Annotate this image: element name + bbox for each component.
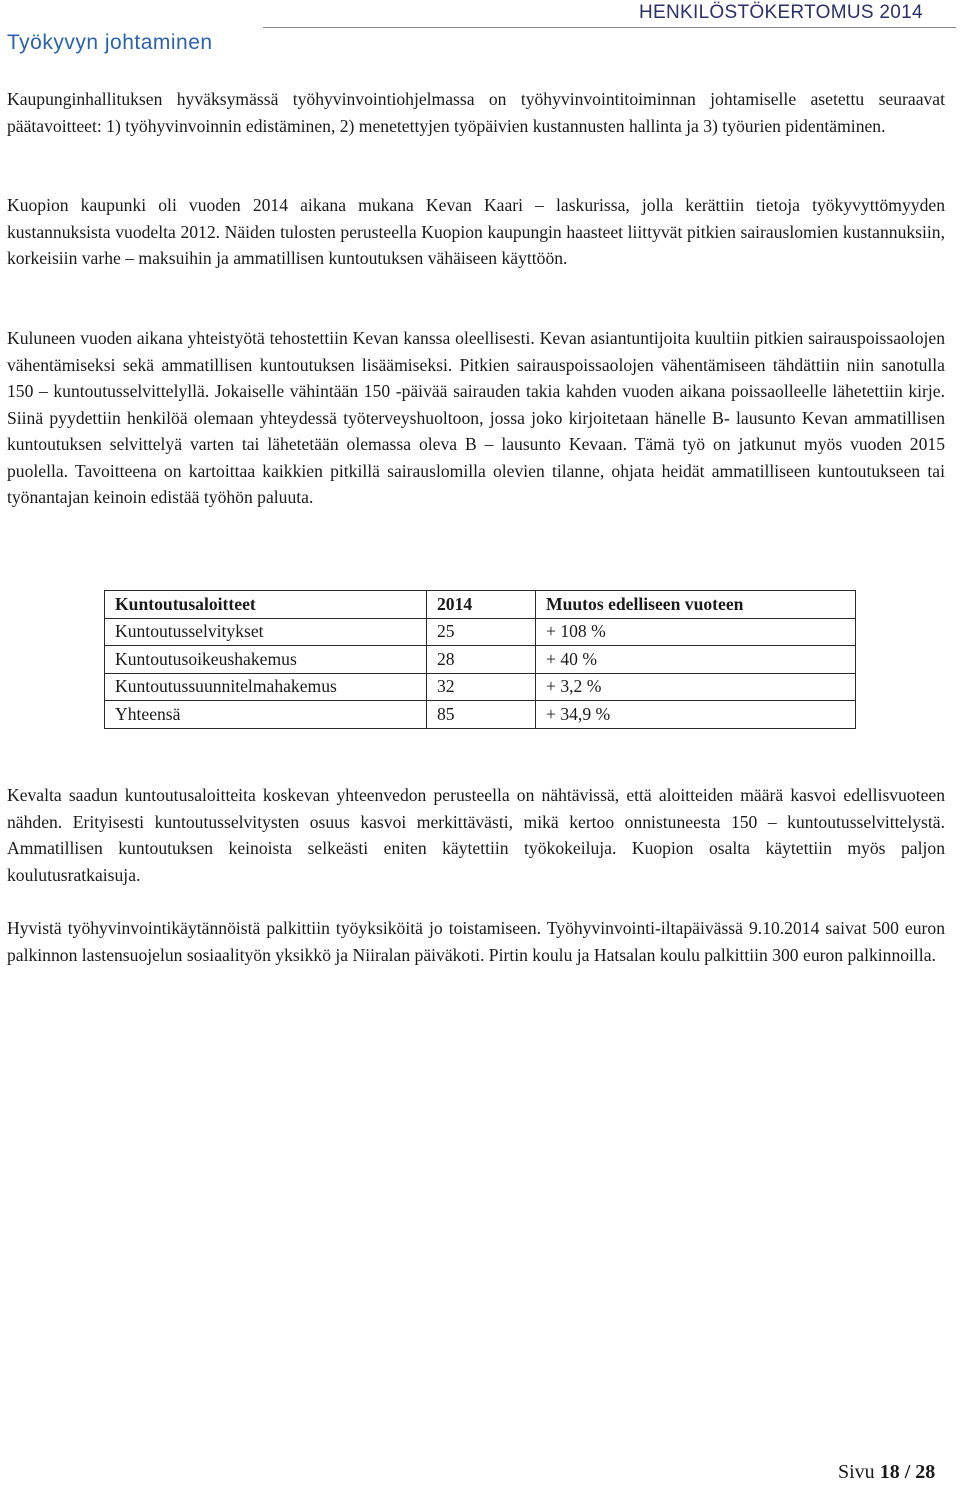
table-row — [105, 673, 856, 701]
table-cell: Kuntoutusoikeushakemus — [105, 646, 427, 674]
table-cell: 28 — [427, 646, 536, 674]
section-heading: Työkyvyn johtaminen — [7, 31, 213, 54]
table-row — [105, 701, 856, 729]
document-header-title: HENKILÖSTÖKERTOMUS 2014 — [639, 2, 923, 23]
table-header-cell: Muutos edelliseen vuoteen — [536, 591, 856, 619]
table-cell: 25 — [427, 618, 536, 646]
table-cell: 32 — [427, 673, 536, 701]
table-header-row — [105, 591, 856, 619]
paragraph-text: Hyvistä työhyvinvointikäytännöistä palkittiin työyksiköitä jo toistamiseen. Työhyvinvointi-iltapäivässä 9.10.2014 saivat 500 euron palkinnon lastensuojelun sosiaalityön yksikkö ja Niiralan päiväkoti. Pirtin koulu ja Hatsalan koulu palkittiin 300 euron palkinnoilla. — [7, 918, 945, 965]
table-header-cell: 2014 — [427, 591, 536, 619]
paragraph-summary — [7, 782, 945, 888]
table-cell: Kuntoutussuunnitelmahakemus — [105, 673, 427, 701]
header-divider — [263, 27, 956, 28]
page-number-prefix: Sivu — [838, 1461, 880, 1483]
paragraph-text: Kuopion kaupunki oli vuoden 2014 aikana mukana Kevan Kaari – laskurissa, jolla kerättiin tietoja työkyvyttömyyden kustannuksista vuodelta 2012. Näiden tulosten perusteella Kuopion kaupungin haasteet liittyvät pitkien sairauslomien kustannuksiin, korkeisiin varhe – maksuihin ja ammatillisen kuntoutuksen vähäiseen käyttöön. — [7, 195, 945, 268]
paragraph-goals — [7, 86, 945, 139]
rehabilitation-table — [104, 590, 856, 729]
page-number — [838, 1461, 935, 1484]
paragraph-awards — [7, 915, 945, 968]
paragraph-keva-cooperation — [7, 325, 945, 511]
paragraph-kaari-calculator — [7, 192, 945, 272]
table-cell: Yhteensä — [105, 701, 427, 729]
page-number-value: 18 / 28 — [879, 1461, 936, 1483]
table-cell: + 3,2 % — [536, 673, 856, 701]
table-cell: 85 — [427, 701, 536, 729]
table-cell: + 108 % — [536, 618, 856, 646]
paragraph-text: Kevalta saadun kuntoutusaloitteita koskevan yhteenvedon perusteella on nähtävissä, että aloitteiden määrä kasvoi edellisvuoteen nähden. Erityisesti kuntoutusselvitysten osuus kasvoi merkittävästi, mikä kertoo onnistuneesta 150 – kuntoutusselvittelystä. Ammatillisen kuntoutuksen keinoista selkeästi eniten käytettiin työkokeiluja. Kuopion osalta käytettiin myös paljon koulutusratkaisuja. — [7, 785, 945, 885]
table-cell: + 40 % — [536, 646, 856, 674]
paragraph-text: Kuluneen vuoden aikana yhteistyötä tehostettiin Kevan kanssa oleellisesti. Kevan asiantuntijoita kuultiin pitkien sairauspoissaolojen vähentämiseksi sekä ammatillisen kuntoutuksen lisäämiseksi. Pitkien sairauspoissaolojen vähentämiseen tähdättiin niin sanotulla 150 – kuntoutusselvittelyllä. Jokaiselle vähintään 150 -päivää sairauden takia kahden vuoden aikana poissaolleelle lähetettiin kirje. Siinä pyydettiin henkilöä olemaan yhteydessä työterveyshuoltoon, jossa joko kirjoitetaan hänelle B- lausunto Kevan ammatillisen kuntoutuksen selvittelyä varten tai lähetetään olemassa oleva B – lausunto Kevaan. Tämä työ on jatkunut myös vuoden 2015 puolella. Tavoitteena on kartoittaa kaikkien pitkillä sairauslomilla olevien tilanne, ohjata heidät ammatilliseen kuntoutukseen tai työnantajan keinoin edistää työhön paluuta. — [7, 328, 945, 507]
table-cell: Kuntoutusselvitykset — [105, 618, 427, 646]
table-header-cell: Kuntoutusaloitteet — [105, 591, 427, 619]
table-row — [105, 646, 856, 674]
paragraph-text: Kaupunginhallituksen hyväksymässä työhyvinvointiohjelmassa on työhyvinvointitoiminnan johtamiselle asetettu seuraavat päätavoitteet: 1) työhyvinvoinnin edistäminen, 2) menetettyjen työpäivien kustannusten hallinta ja 3) työurien pidentäminen. — [7, 89, 945, 136]
table-row — [105, 618, 856, 646]
table-cell: + 34,9 % — [536, 701, 856, 729]
